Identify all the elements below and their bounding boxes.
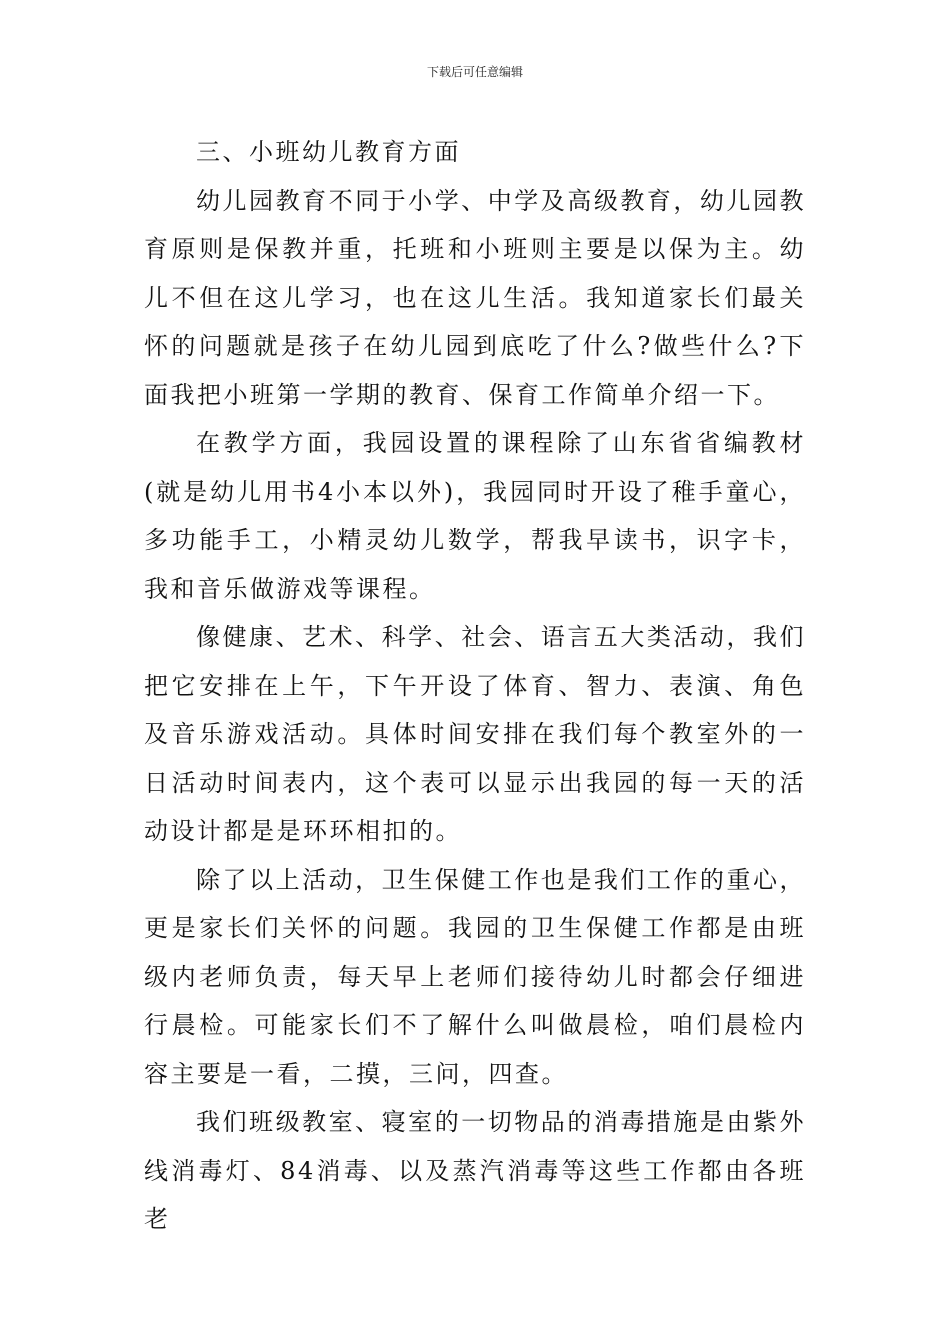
paragraph-disinfection: 我们班级教室、寝室的一切物品的消毒措施是由紫外线消毒灯、84消毒、以及蒸汽消毒等这些工作都由各班老 [144, 1108, 806, 1233]
paragraph-health-care: 除了以上活动，卫生保健工作也是我们工作的重心，更是家长们关怀的问题。我园的卫生保健工作都是由班级内老师负责，每天早上老师们接待幼儿时都会仔细进行晨检。可能家长们不了解什么叫做晨检，咱们晨检内容主要是一看，二摸，三问，四查。 [144, 865, 806, 1088]
paragraph-education-principle: 幼儿园教育不同于小学、中学及高级教育，幼儿园教育原则是保教并重，托班和小班则主要是以保为主。幼儿不但在这儿学习，也在这儿生活。我知道家长们最关怀的问题就是孩子在幼儿园到底吃了什么?做些什么?下面我把小班第一学期的教育、保育工作简单介绍一下。 [144, 186, 806, 409]
section-heading: 三、小班幼儿教育方面 [196, 138, 461, 166]
paragraph-activity-schedule: 像健康、艺术、科学、社会、语言五大类活动，我们把它安排在上午，下午开设了体育、智力、表演、角色及音乐游戏活动。具体时间安排在我们每个教室外的一日活动时间表内，这个表可以显示出我园的每一天的活动设计都是是环环相扣的。 [144, 623, 806, 845]
document-body [144, 128, 806, 1244]
page-header-note: 下载后可任意编辑 [426, 65, 523, 79]
paragraph-teaching-curriculum: 在教学方面，我园设置的课程除了山东省省编教材(就是幼儿用书4小本以外)，我园同时开设了稚手童心，多功能手工，小精灵幼儿数学，帮我早读书，识字卡，我和音乐做游戏等课程。 [144, 429, 806, 603]
